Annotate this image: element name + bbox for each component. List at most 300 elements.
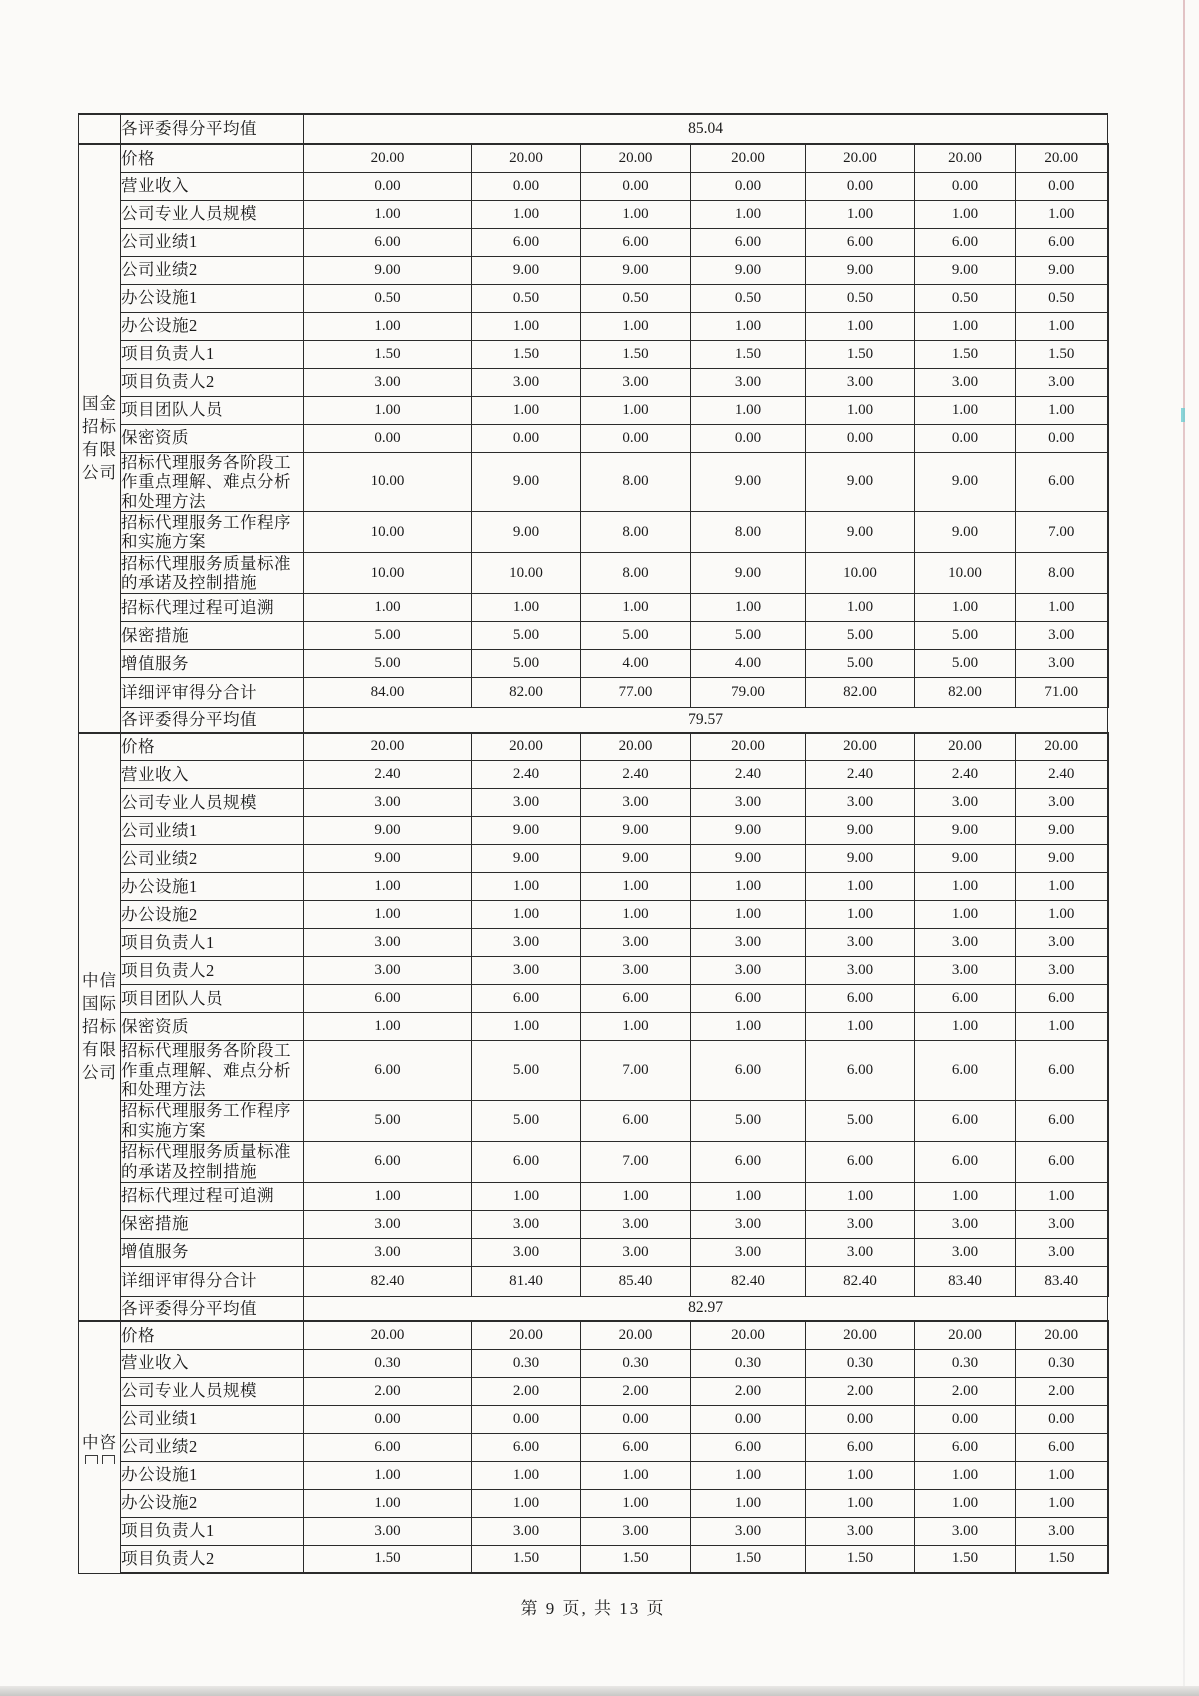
table-row [79, 1517, 1108, 1545]
criteria-label-cell: 招标代理服务各阶段工作重点理解、难点分析和处理方法 [121, 1041, 304, 1101]
score-cell: 2.40 [472, 761, 581, 789]
score-cell: 1.00 [472, 1013, 581, 1041]
score-cell: 1.00 [806, 200, 915, 228]
score-cell: 3.00 [915, 789, 1016, 817]
score-cell: 1.00 [691, 1461, 806, 1489]
score-cell: 1.00 [806, 873, 915, 901]
scan-artifact-pink-line [1183, 0, 1185, 1688]
score-cell: 0.00 [304, 1405, 472, 1433]
score-cell: 3.00 [691, 368, 806, 396]
score-cell: 1.00 [691, 1182, 806, 1210]
score-cell: 1.50 [581, 340, 691, 368]
table-row [79, 985, 1108, 1013]
criteria-label-cell: 招标代理过程可追溯 [121, 594, 304, 622]
criteria-label-cell: 公司业绩2 [121, 1433, 304, 1461]
score-cell: 20.00 [472, 733, 581, 761]
table-row [79, 1377, 1108, 1405]
score-cell: 3.00 [806, 1517, 915, 1545]
score-cell: 3.00 [806, 1210, 915, 1238]
score-cell: 1.00 [806, 594, 915, 622]
score-cell: 20.00 [806, 1321, 915, 1349]
table-row [79, 1296, 1108, 1321]
score-cell: 1.00 [472, 1182, 581, 1210]
score-cell: 3.00 [1016, 1238, 1108, 1266]
score-cell: 1.00 [581, 873, 691, 901]
score-cell: 9.00 [691, 553, 806, 594]
score-cell: 77.00 [581, 678, 691, 708]
score-cell: 3.00 [304, 957, 472, 985]
score-cell: 1.50 [1016, 1545, 1108, 1573]
score-cell: 2.40 [691, 761, 806, 789]
score-cell: 6.00 [304, 1141, 472, 1182]
score-cell: 9.00 [915, 452, 1016, 512]
score-cell: 9.00 [581, 256, 691, 284]
company-name-cell [79, 144, 121, 733]
score-cell: 1.00 [915, 1489, 1016, 1517]
table-row [79, 1433, 1108, 1461]
score-cell: 0.00 [304, 172, 472, 200]
score-cell: 3.00 [691, 1238, 806, 1266]
score-cell: 3.00 [691, 789, 806, 817]
score-cell: 1.50 [304, 1545, 472, 1573]
score-cell: 1.00 [304, 1489, 472, 1517]
score-cell: 82.00 [472, 678, 581, 708]
table-row [79, 396, 1108, 424]
criteria-label-cell: 招标代理服务工作程序和实施方案 [121, 512, 304, 553]
score-cell: 9.00 [691, 817, 806, 845]
score-cell: 5.00 [691, 622, 806, 650]
score-cell: 0.50 [472, 284, 581, 312]
criteria-label-cell: 项目负责人1 [121, 1517, 304, 1545]
score-cell: 1.00 [1016, 200, 1108, 228]
score-cell: 20.00 [581, 144, 691, 172]
score-cell: 8.00 [581, 553, 691, 594]
table-row [79, 114, 1108, 144]
score-cell: 6.00 [915, 1100, 1016, 1141]
score-cell: 2.00 [806, 1377, 915, 1405]
score-cell: 4.00 [581, 650, 691, 678]
score-cell: 6.00 [691, 985, 806, 1013]
table-row [79, 1182, 1108, 1210]
score-cell: 9.00 [806, 817, 915, 845]
criteria-label-cell: 办公设施2 [121, 1489, 304, 1517]
score-cell: 6.00 [691, 228, 806, 256]
score-cell: 6.00 [691, 1433, 806, 1461]
score-cell: 1.00 [915, 594, 1016, 622]
score-cell: 0.50 [806, 284, 915, 312]
score-cell: 1.00 [581, 396, 691, 424]
score-cell: 3.00 [1016, 957, 1108, 985]
score-cell: 0.00 [472, 172, 581, 200]
table-row [79, 512, 1108, 553]
criteria-label-cell: 增值服务 [121, 1238, 304, 1266]
score-cell: 20.00 [1016, 144, 1108, 172]
table-row [79, 957, 1108, 985]
score-cell: 20.00 [472, 144, 581, 172]
score-cell: 3.00 [806, 368, 915, 396]
average-score-cell: 82.97 [304, 1296, 1108, 1321]
table-row [79, 708, 1108, 733]
score-cell: 3.00 [304, 1238, 472, 1266]
table-row [79, 650, 1108, 678]
company-name: 中咨 [82, 1432, 117, 1452]
score-cell: 6.00 [806, 1433, 915, 1461]
average-score-cell: 85.04 [304, 114, 1108, 144]
score-cell: 9.00 [1016, 256, 1108, 284]
score-cell: 20.00 [691, 1321, 806, 1349]
score-cell: 1.00 [915, 200, 1016, 228]
criteria-label-cell: 项目负责人1 [121, 340, 304, 368]
company-name: 中信 国际 招标 有限 公司 [82, 971, 117, 1083]
table-row [79, 1041, 1108, 1101]
score-cell: 8.00 [581, 512, 691, 553]
score-cell: 1.00 [304, 873, 472, 901]
score-cell: 6.00 [1016, 985, 1108, 1013]
score-cell: 5.00 [472, 622, 581, 650]
score-cell: 6.00 [806, 228, 915, 256]
score-cell: 1.00 [472, 873, 581, 901]
score-cell: 6.00 [915, 1141, 1016, 1182]
criteria-label-cell: 项目团队人员 [121, 396, 304, 424]
criteria-label-cell: 办公设施1 [121, 1461, 304, 1489]
score-cell: 1.00 [915, 901, 1016, 929]
score-cell: 6.00 [304, 228, 472, 256]
score-cell: 1.00 [304, 312, 472, 340]
score-cell: 2.40 [806, 761, 915, 789]
score-cell: 9.00 [691, 452, 806, 512]
score-cell: 6.00 [472, 1433, 581, 1461]
company-name-cell [79, 1321, 121, 1573]
score-cell: 1.50 [806, 1545, 915, 1573]
criteria-label-cell: 招标代理服务质量标准的承诺及控制措施 [121, 1141, 304, 1182]
score-cell: 1.00 [472, 1489, 581, 1517]
score-cell: 1.00 [691, 1489, 806, 1517]
score-cell: 2.00 [691, 1377, 806, 1405]
score-cell: 9.00 [581, 817, 691, 845]
score-cell: 3.00 [915, 1238, 1016, 1266]
score-cell: 9.00 [915, 817, 1016, 845]
score-cell: 0.00 [691, 424, 806, 452]
score-cell: 1.00 [915, 1182, 1016, 1210]
table-row [79, 172, 1108, 200]
score-cell: 2.40 [1016, 761, 1108, 789]
score-cell: 6.00 [581, 228, 691, 256]
score-cell: 82.00 [915, 678, 1016, 708]
score-cell: 20.00 [472, 1321, 581, 1349]
criteria-label-cell: 公司专业人员规模 [121, 200, 304, 228]
table-row [79, 1321, 1108, 1349]
score-cell: 2.00 [915, 1377, 1016, 1405]
score-cell: 9.00 [472, 817, 581, 845]
table-row [79, 256, 1108, 284]
table-row [79, 1210, 1108, 1238]
score-cell: 3.00 [1016, 368, 1108, 396]
table-row [79, 845, 1108, 873]
score-cell: 3.00 [581, 957, 691, 985]
criteria-label-cell: 项目负责人2 [121, 368, 304, 396]
criteria-label-cell: 公司业绩1 [121, 817, 304, 845]
table-row [79, 1013, 1108, 1041]
score-cell: 3.00 [1016, 929, 1108, 957]
score-cell: 0.30 [304, 1349, 472, 1377]
score-cell: 8.00 [691, 512, 806, 553]
score-table-body [79, 114, 1108, 1573]
score-cell: 1.00 [691, 312, 806, 340]
score-cell: 0.00 [806, 172, 915, 200]
score-cell: 0.00 [1016, 1405, 1108, 1433]
average-score-cell: 79.57 [304, 708, 1108, 733]
score-cell: 1.50 [1016, 340, 1108, 368]
score-cell: 10.00 [915, 553, 1016, 594]
score-cell: 0.30 [581, 1349, 691, 1377]
table-row [79, 733, 1108, 761]
company-name-cell [79, 114, 121, 144]
score-cell: 1.00 [304, 1461, 472, 1489]
score-cell: 2.00 [472, 1377, 581, 1405]
score-cell: 20.00 [304, 144, 472, 172]
score-cell: 5.00 [472, 1100, 581, 1141]
score-cell: 6.00 [304, 1433, 472, 1461]
score-cell: 3.00 [1016, 1517, 1108, 1545]
score-cell: 6.00 [806, 1141, 915, 1182]
table-row [79, 901, 1108, 929]
criteria-label-cell: 价格 [121, 1321, 304, 1349]
score-cell: 9.00 [1016, 817, 1108, 845]
table-row [79, 1266, 1108, 1296]
score-cell: 20.00 [581, 733, 691, 761]
score-cell: 1.50 [915, 1545, 1016, 1573]
score-cell: 3.00 [915, 1517, 1016, 1545]
score-cell: 3.00 [472, 957, 581, 985]
score-cell: 3.00 [472, 1238, 581, 1266]
table-row [79, 368, 1108, 396]
evaluation-score-table [78, 113, 1109, 1574]
score-cell: 5.00 [915, 650, 1016, 678]
score-cell: 6.00 [915, 228, 1016, 256]
score-cell: 1.00 [1016, 901, 1108, 929]
score-cell: 9.00 [806, 845, 915, 873]
score-cell: 6.00 [1016, 1100, 1108, 1141]
criteria-label-cell: 招标代理过程可追溯 [121, 1182, 304, 1210]
score-cell: 6.00 [915, 1041, 1016, 1101]
criteria-label-cell: 公司专业人员规模 [121, 1377, 304, 1405]
score-cell: 0.50 [1016, 284, 1108, 312]
score-cell: 6.00 [581, 1433, 691, 1461]
score-cell: 1.50 [304, 340, 472, 368]
score-cell: 3.00 [1016, 789, 1108, 817]
table-row [79, 1405, 1108, 1433]
score-cell: 1.00 [1016, 1461, 1108, 1489]
clipped-text-fragment [79, 1455, 120, 1464]
score-cell: 0.00 [581, 172, 691, 200]
score-cell: 3.00 [691, 1210, 806, 1238]
table-row [79, 1100, 1108, 1141]
score-cell: 3.00 [915, 1210, 1016, 1238]
table-row [79, 678, 1108, 708]
score-cell: 9.00 [691, 845, 806, 873]
score-cell: 0.30 [691, 1349, 806, 1377]
criteria-label-cell: 办公设施2 [121, 312, 304, 340]
score-cell: 2.00 [1016, 1377, 1108, 1405]
score-cell: 1.50 [581, 1545, 691, 1573]
score-cell: 3.00 [581, 1238, 691, 1266]
criteria-label-cell: 各评委得分平均值 [121, 1296, 304, 1321]
score-cell: 6.00 [1016, 1041, 1108, 1101]
score-cell: 71.00 [1016, 678, 1108, 708]
criteria-label-cell: 公司业绩1 [121, 228, 304, 256]
criteria-label-cell: 营业收入 [121, 172, 304, 200]
score-cell: 3.00 [581, 1517, 691, 1545]
score-cell: 1.00 [581, 1489, 691, 1517]
score-cell: 8.00 [581, 452, 691, 512]
table-row [79, 424, 1108, 452]
score-cell: 3.00 [472, 789, 581, 817]
score-cell: 0.00 [691, 1405, 806, 1433]
score-cell: 1.00 [1016, 1013, 1108, 1041]
score-cell: 1.00 [1016, 396, 1108, 424]
table-row [79, 622, 1108, 650]
score-cell: 1.00 [581, 594, 691, 622]
score-cell: 1.00 [806, 312, 915, 340]
criteria-label-cell: 保密措施 [121, 622, 304, 650]
score-cell: 1.00 [806, 1013, 915, 1041]
score-cell: 9.00 [304, 256, 472, 284]
table-row [79, 817, 1108, 845]
score-cell: 9.00 [472, 452, 581, 512]
score-cell: 20.00 [691, 733, 806, 761]
score-cell: 5.00 [915, 622, 1016, 650]
score-cell: 0.00 [915, 1405, 1016, 1433]
table-row [79, 228, 1108, 256]
score-cell: 1.00 [806, 1461, 915, 1489]
score-cell: 1.00 [581, 312, 691, 340]
score-cell: 5.00 [472, 1041, 581, 1101]
criteria-label-cell: 保密资质 [121, 1013, 304, 1041]
criteria-label-cell: 项目负责人2 [121, 957, 304, 985]
score-cell: 1.00 [472, 901, 581, 929]
score-cell: 6.00 [691, 1041, 806, 1101]
criteria-label-cell: 项目负责人2 [121, 1545, 304, 1573]
score-cell: 5.00 [691, 1100, 806, 1141]
score-cell: 3.00 [1016, 1210, 1108, 1238]
score-cell: 6.00 [806, 985, 915, 1013]
score-cell: 5.00 [806, 1100, 915, 1141]
score-cell: 2.00 [581, 1377, 691, 1405]
table-row [79, 873, 1108, 901]
criteria-label-cell: 项目团队人员 [121, 985, 304, 1013]
score-cell: 9.00 [691, 256, 806, 284]
criteria-label-cell: 公司业绩2 [121, 256, 304, 284]
criteria-label-cell: 详细评审得分合计 [121, 1266, 304, 1296]
score-cell: 5.00 [304, 1100, 472, 1141]
criteria-label-cell: 公司业绩2 [121, 845, 304, 873]
score-cell: 20.00 [1016, 733, 1108, 761]
score-cell: 2.40 [915, 761, 1016, 789]
score-cell: 7.00 [581, 1041, 691, 1101]
score-cell: 1.50 [472, 340, 581, 368]
criteria-label-cell: 价格 [121, 144, 304, 172]
score-cell: 83.40 [1016, 1266, 1108, 1296]
score-cell: 3.00 [915, 957, 1016, 985]
score-cell: 6.00 [1016, 452, 1108, 512]
score-cell: 6.00 [691, 1141, 806, 1182]
score-cell: 1.00 [304, 901, 472, 929]
score-cell: 9.00 [806, 452, 915, 512]
score-cell: 3.00 [806, 929, 915, 957]
score-cell: 3.00 [915, 929, 1016, 957]
score-cell: 82.40 [691, 1266, 806, 1296]
score-cell: 1.00 [691, 901, 806, 929]
criteria-label-cell: 营业收入 [121, 761, 304, 789]
score-cell: 1.00 [472, 1461, 581, 1489]
company-name: 国金 招标 有限 公司 [82, 394, 117, 483]
score-cell: 1.00 [691, 396, 806, 424]
score-cell: 0.30 [915, 1349, 1016, 1377]
score-cell: 3.00 [304, 1517, 472, 1545]
score-cell: 5.00 [304, 650, 472, 678]
score-cell: 1.00 [806, 396, 915, 424]
criteria-label-cell: 公司专业人员规模 [121, 789, 304, 817]
score-cell: 83.40 [915, 1266, 1016, 1296]
score-cell: 5.00 [304, 622, 472, 650]
score-cell: 20.00 [915, 733, 1016, 761]
criteria-label-cell: 招标代理服务工作程序和实施方案 [121, 1100, 304, 1141]
score-cell: 7.00 [581, 1141, 691, 1182]
score-cell: 3.00 [472, 1210, 581, 1238]
score-cell: 1.00 [806, 1182, 915, 1210]
criteria-label-cell: 办公设施1 [121, 284, 304, 312]
score-cell: 1.00 [304, 1182, 472, 1210]
score-cell: 0.50 [304, 284, 472, 312]
table-row [79, 1461, 1108, 1489]
score-cell: 1.00 [806, 901, 915, 929]
score-cell: 1.50 [915, 340, 1016, 368]
scan-artifact-cyan-mark [1181, 408, 1185, 422]
score-cell: 82.40 [304, 1266, 472, 1296]
score-cell: 0.00 [304, 424, 472, 452]
score-cell: 3.00 [472, 1517, 581, 1545]
criteria-label-cell: 办公设施2 [121, 901, 304, 929]
score-cell: 1.50 [472, 1545, 581, 1573]
score-cell: 3.00 [472, 368, 581, 396]
criteria-label-cell: 项目负责人1 [121, 929, 304, 957]
score-cell: 0.00 [806, 1405, 915, 1433]
score-cell: 1.50 [691, 340, 806, 368]
score-cell: 10.00 [806, 553, 915, 594]
score-cell: 84.00 [304, 678, 472, 708]
score-cell: 1.00 [915, 1461, 1016, 1489]
score-cell: 5.00 [581, 622, 691, 650]
score-cell: 3.00 [581, 929, 691, 957]
score-cell: 0.00 [1016, 424, 1108, 452]
score-cell: 82.00 [806, 678, 915, 708]
score-cell: 1.50 [691, 1545, 806, 1573]
score-cell: 81.40 [472, 1266, 581, 1296]
score-cell: 20.00 [915, 144, 1016, 172]
criteria-label-cell: 招标代理服务质量标准的承诺及控制措施 [121, 553, 304, 594]
score-cell: 9.00 [472, 845, 581, 873]
table-row [79, 144, 1108, 172]
score-cell: 9.00 [806, 256, 915, 284]
score-cell: 1.00 [304, 1013, 472, 1041]
score-cell: 3.00 [581, 1210, 691, 1238]
criteria-label-cell: 办公设施1 [121, 873, 304, 901]
score-cell: 1.00 [1016, 312, 1108, 340]
criteria-label-cell: 招标代理服务各阶段工作重点理解、难点分析和处理方法 [121, 452, 304, 512]
score-cell: 3.00 [1016, 622, 1108, 650]
criteria-label-cell: 价格 [121, 733, 304, 761]
score-cell: 9.00 [1016, 845, 1108, 873]
